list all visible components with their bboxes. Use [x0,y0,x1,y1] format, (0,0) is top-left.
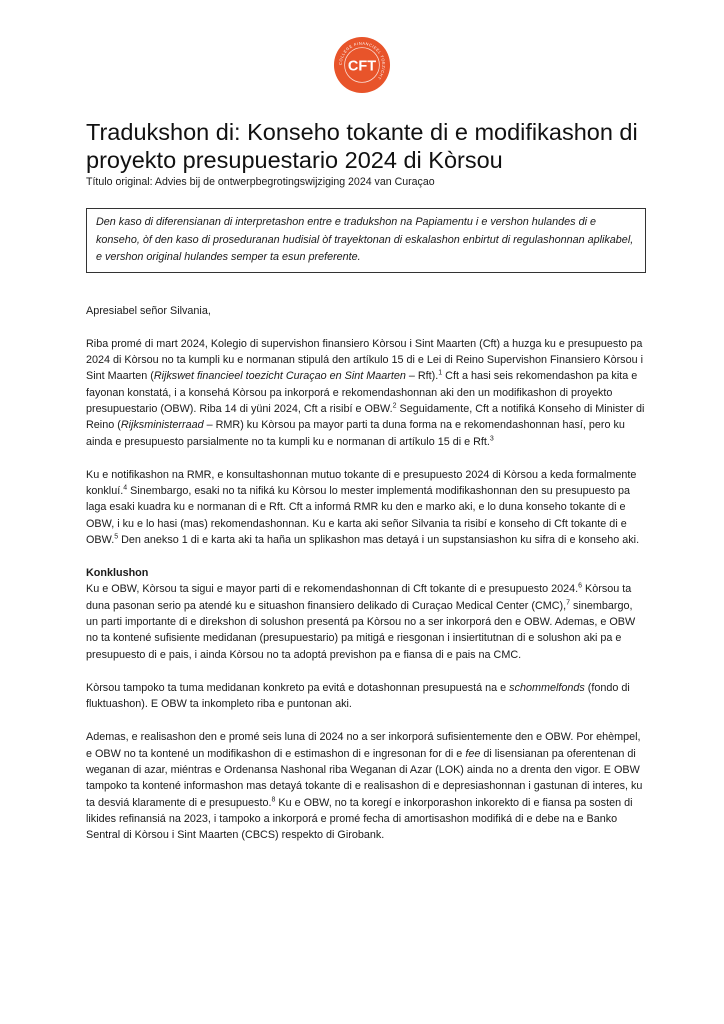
paragraph-3: Ku e OBW, Kòrsou ta sigui e mayor parti di e rekomendashonnan di Cft tokante di e presupuesto 2024.$^6$ Kòrsou ta duna pasonan serio pa atendé ku e situashon finansiero delikado di Curaçao Medical Center (CMC),$^7$ sinembargo, un parti importante di e direkshon di solushon presentá pa Kòrsou no a ser inkorporá den e OBW. Ademas, e OBW no ta kontené sufisiente medidanan (presupuestario) pa mitigá e riesgonan i insiertitutnan di e solushon aki pa e presupuesto di e pais, i ainda Kòrsou no ta adoptá previshon pa e fiansa di e pais na CMC. [86,582,636,661]
footnote-ref: 3 [489,434,494,442]
section-heading-konklushon: Konklushon [86,567,149,580]
footnote-ref: 2 [392,402,397,410]
letter-body [86,118,646,844]
paragraph-2: Ku e notifikashon na RMR, e konsultashonnan mutuo tokante di e presupuesto 2024 di Kòrsou a keda formalmente konkluí.$^4$ Sinembargo, esaki no ta nifiká ku Kòrsou lo mester implementá modifikashonnan den su presupuesto pa laga esaki kuadra ku e normanan di e Rft. Cft a informá RMR ku den e marko aki, e lo duna konseho tokante di e OBW, i ku e lo hasi (mas) rekomendashonnan. Ku e karta aki señor Silvania ta risibí e konseho di Cft tokante di e OBW.$^5$ Den anekso 1 di e karta aki ta haña un splikashon mas detayá i un supstansiashon ku sifra di e konseho aki. [86,468,640,547]
paragraph-5: Ademas, e realisashon den e promé seis luna di 2024 no a ser inkorporá sufisientemente den e OBW. Por ehèmpel, e OBW no ta kontené un modifikashon di e estimashon di e ingresonan for di e fee di lisensianan pa oferentenan di weganan di azar, miéntras e Ordenansa Nashonal riba Weganan di Azar (LOK) ainda no a drenta den vigor. E OBW tampoko ta kontené informashon mas detayá tokante di e realisashon di e depresiashonnan i gastunan di interes, ku ta desviá klaramente di e presupuesto.$^8$ Ku e OBW, no ta koregí e inkorporashon inkorekto di e fiansa pa sosten di likides refinansiá na 2023, i tampoko a inkorporá e promé fecha di amortisashon modifiká di e debe na e Banko Sentral di Kòrsou i Sint Maarten (CBCS) respekto di Girobank. [86,731,643,842]
footnote-ref: 5 [114,533,119,541]
footnote-ref: 7 [566,599,571,607]
paragraph-1: Riba promé di mart 2024, Kolegio di supervishon finansiero Kòrsou i Sint Maarten (Cft) a huzga ku e presupuesto pa 2024 di Kòrsou no ta kumpli ku e normanan stipulá den artíkulo 15 di e Lei di Reino Supervishon Finansiero Kòrsou i Sint Maarten (Rijkswet financieel toezicht Curaçao en Sint Maarten – Rft).$^1$ Cft a hasi seis rekomendashon pa kita e fayonan konstatá, i a konsehá Kòrsou pa inkorporá e rekomendashonnan aki den un modifikashon di proyekto presupuestario (OBW). Riba 14 di yüni 2024, Cft a risibí e OBW.$^2$ Seguidamente, Cft a notifiká Konseho di Minister di Reino (Rijksministerraad – RMR) ku Kòrsou pa mayor parti ta duna forma na e rekomendashonnan hasí, pero ku ainda e presupuesto parsialmente no ta kumpli ku e normanan di artíkulo 15 di e Rft.$^3$ [86,337,645,448]
document-title: Tradukshon di: Konseho tokante di e modifikashon di proyekto presupuestario 2024 di Kòrsou [86,119,638,173]
cft-logo [333,36,391,94]
logo-ring-text: COLLEGE FINANCIEEL TOEZICHT [338,41,386,81]
original-title: Título original: Advies bij de ontwerpbegrotingswijziging 2024 van Curaçao [86,176,435,188]
footnote-ref: 6 [578,582,583,590]
disclaimer-box: Den kaso di diferensianan di interpretashon entre e tradukshon na Papiamentu i e vershon hulandes di e konseho, òf den kaso di proseduranan hudisial òf trayektonan di eskalashon enbirtut di regulashonnan aplikabel, e vershon original hulandes semper ta esun preferente. [86,208,646,273]
footnote-ref: 1 [438,369,443,377]
footnote-ref: 8 [271,796,276,804]
salutation: Apresiabel señor Silvania, [86,304,211,317]
paragraph-4: Kòrsou tampoko ta tuma medidanan konkreto pa evitá e dotashonnan presupuestá na e schommelfonds (fondo di fluktuashon). E OBW ta inkompleto riba e puntonan aki. [86,681,630,711]
logo-text: CFT [347,58,377,75]
footnote-ref: 4 [123,484,128,492]
